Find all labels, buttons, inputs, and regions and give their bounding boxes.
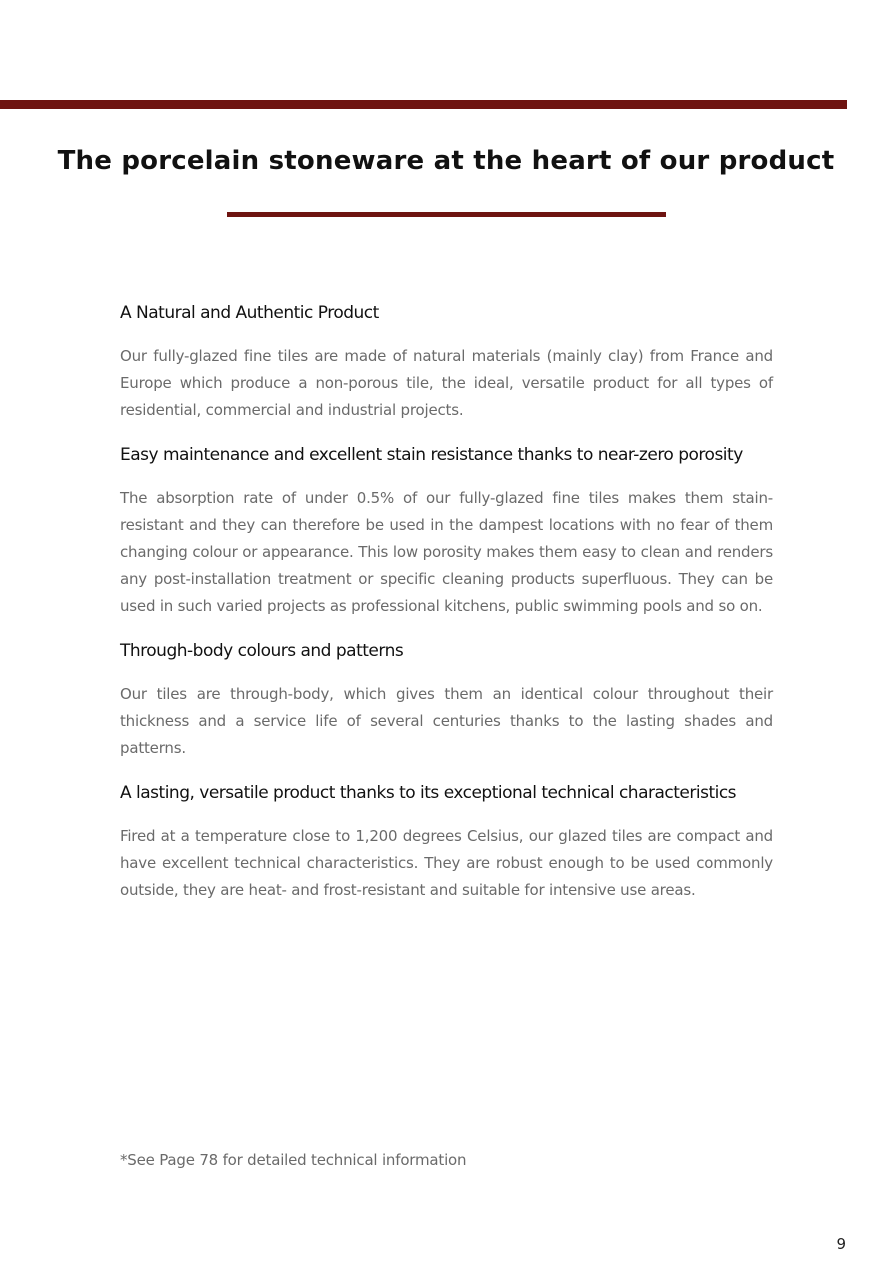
footnote: *See Page 78 for detailed technical information	[120, 1151, 467, 1169]
section-heading-natural-product: A Natural and Authentic Product	[120, 303, 379, 323]
section-body-easy-maintenance: The absorption rate of under 0.5% of our fully-glazed fine tiles makes them stain-resistant and they can therefore be used in the dampest locations with no fear of them changing colour or appearance. This low porosity makes them easy to clean and renders any post-installation treatment or specific cleaning products superfluous. They can be used in such varied projects as professional kitchens, public swimming pools and so on.	[120, 489, 773, 615]
title-underline	[227, 212, 666, 217]
section-body-lasting-product: Fired at a temperature close to 1,200 degrees Celsius, our glazed tiles are compact and have excellent technical characteristics. They are robust enough to be used commonly outside, they are heat- and frost-resistant and suitable for intensive use areas.	[120, 827, 773, 899]
section-heading-through-body: Through-body colours and patterns	[120, 641, 404, 661]
content-section	[120, 300, 773, 922]
page-title: The porcelain stoneware at the heart of our product	[57, 146, 835, 176]
section-heading-lasting-product: A lasting, versatile product thanks to its exceptional technical characteristics	[120, 783, 737, 803]
top-rule	[0, 100, 847, 109]
section-heading-easy-maintenance: Easy maintenance and excellent stain resistance thanks to near-zero porosity	[120, 445, 743, 465]
page-number: 9	[836, 1235, 846, 1253]
section-body-through-body: Our tiles are through-body, which gives them an identical colour throughout their thickness and a service life of several centuries thanks to the lasting shades and patterns.	[120, 685, 773, 757]
section-body-natural-product: Our fully-glazed fine tiles are made of natural materials (mainly clay) from France and Europe which produce a non-porous tile, the ideal, versatile product for all types of residential, commercial and industrial projects.	[120, 347, 773, 419]
